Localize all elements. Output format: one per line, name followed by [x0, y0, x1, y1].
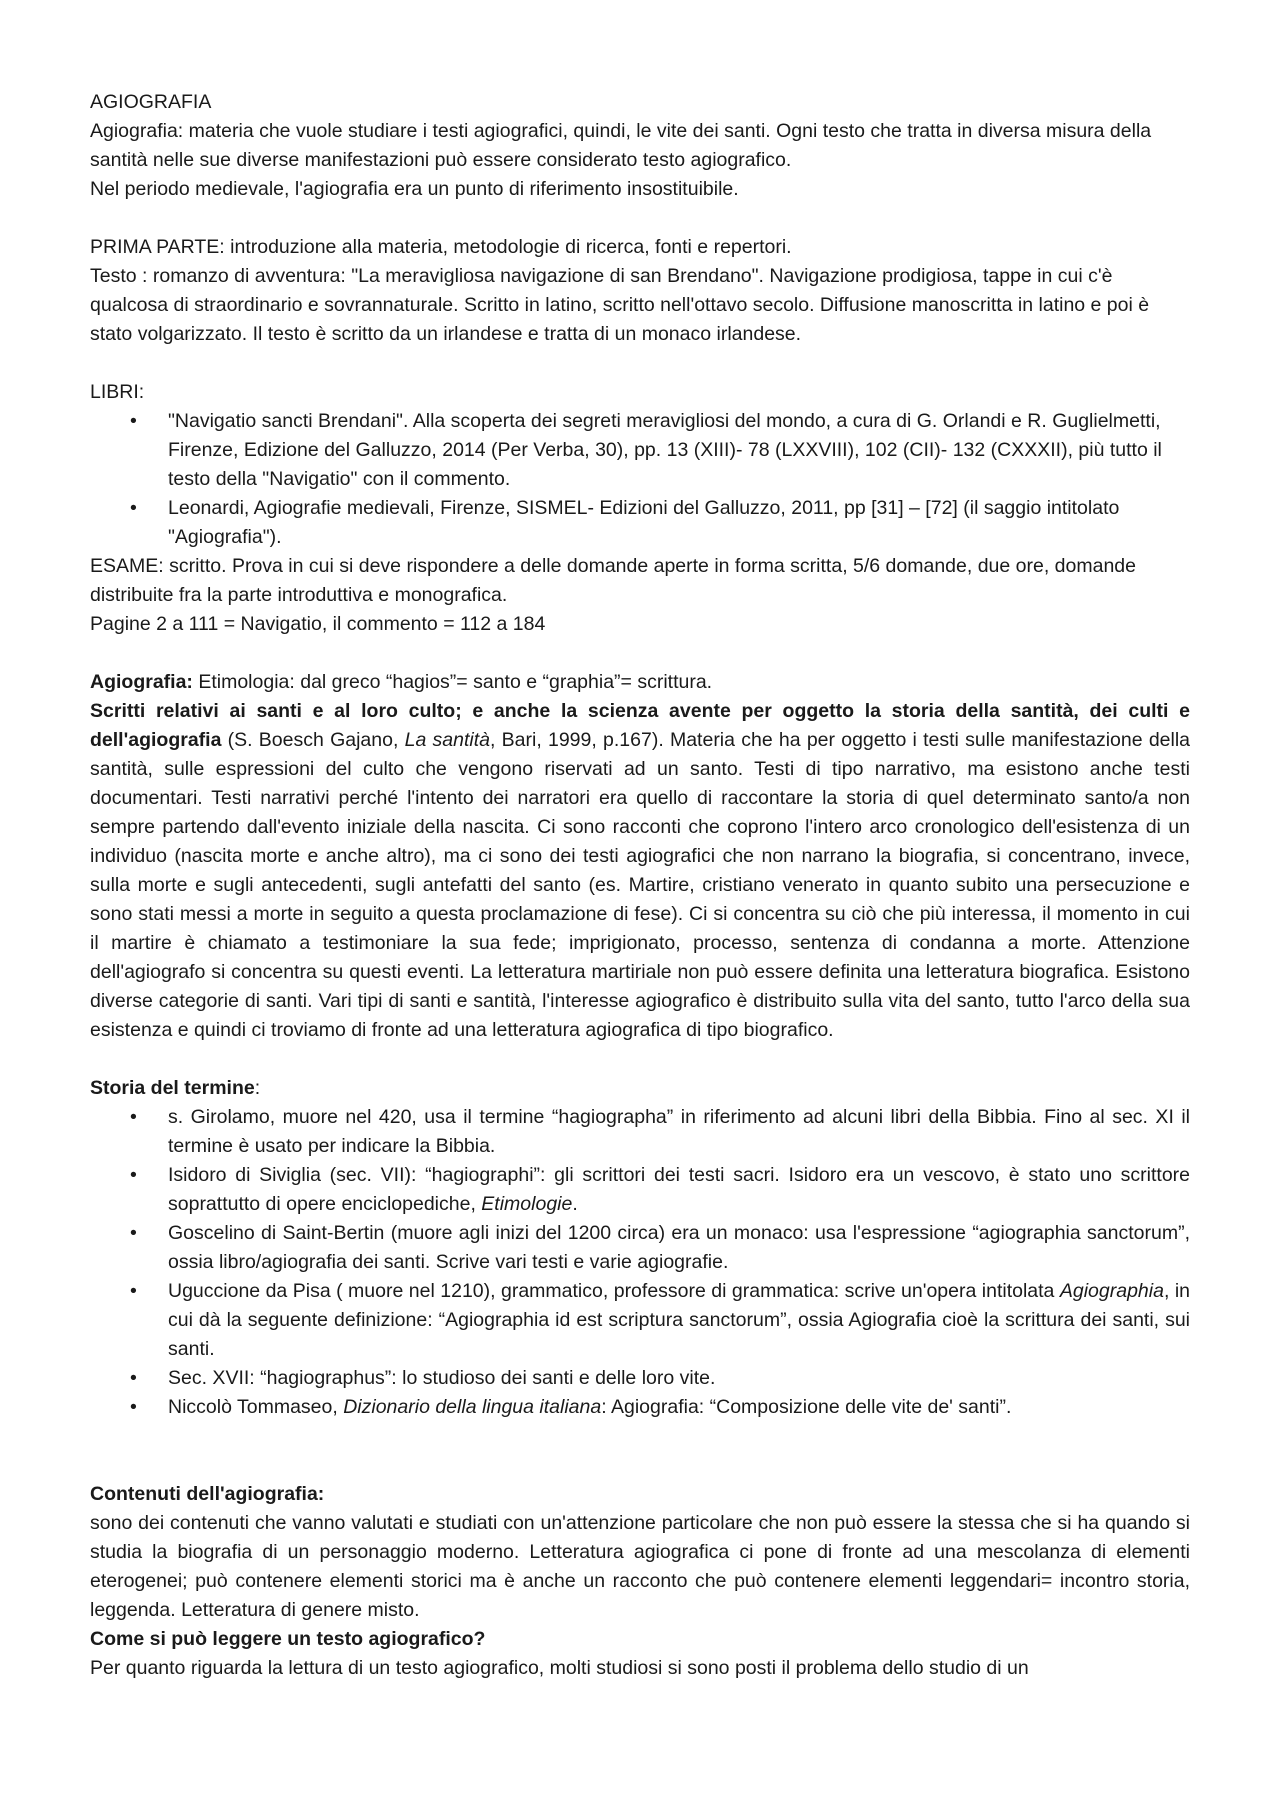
storia-item [90, 1364, 1190, 1393]
etimologia-line [90, 668, 1190, 697]
spacer [90, 349, 1190, 378]
spacer [90, 1045, 1190, 1074]
storia-item-italic: Etimologie [481, 1193, 573, 1215]
esame-paragraph: ESAME: scritto. Prova in cui si deve rispondere a delle domande aperte in forma scritta, 5/6 domande, due ore, domande distribuite fra la parte introduttiva e monografica. [90, 555, 1136, 606]
storia-list [90, 1103, 1190, 1422]
bullet-icon: • [130, 1164, 137, 1186]
intro-paragraph-2: Nel periodo medievale, l'agiografia era un punto di riferimento insostituibile. [90, 178, 739, 200]
storia-item-text: Niccolò Tommaseo, [168, 1396, 344, 1418]
contenuti-paragraph: sono dei contenuti che vanno valutati e studiati con un'attenzione particolare che non può essere la stessa che si ha quando si studia la biografia di un personaggio moderno. Letteratura agiografica ci pone di fronte ad una mescolanza di elementi eterogenei; può contenere elementi storici ma è anche un racconto che può contenere elementi leggendari= incontro storia, leggenda. Letteratura di genere misto. [90, 1512, 1190, 1621]
prima-parte-line: PRIMA PARTE: introduzione alla materia, metodologie di ricerca, fonti e repertori. [90, 236, 792, 258]
storia-item [90, 1277, 1190, 1364]
bullet-icon: • [130, 1396, 137, 1418]
storia-item-text: Sec. XVII: “hagiographus”: lo studioso dei santi e delle loro vite. [168, 1367, 716, 1389]
bullet-icon: • [130, 1367, 137, 1389]
storia-item [90, 1103, 1190, 1161]
testo-paragraph: Testo : romanzo di avventura: "La meravigliosa navigazione di san Brendano". Navigazione prodigiosa, tappe in cui c'è qualcosa di straordinario e sovrannaturale. Scritto in latino, scritto nell'ottavo secolo. Diffusione manoscritta in latino e poi è stato volgarizzato. Il testo è scritto da un irlandese e tratta di un monaco irlandese. [90, 265, 1150, 345]
storia-item [90, 1161, 1190, 1219]
storia-item-text: Isidoro di Siviglia (sec. VII): “hagiographi”: gli scrittori dei testi sacri. Isidoro era un vescovo, è stato uno scrittore soprattutto di opere enciclopediche, [168, 1164, 1190, 1215]
storia-item-after: : Agiografia: “Composizione delle vite de' santi”. [601, 1396, 1012, 1418]
storia-item [90, 1219, 1190, 1277]
storia-item-text: Goscelino di Saint-Bertin (muore agli inizi del 1200 circa) era un monaco: usa l'espressione “agiographia sanctorum”, ossia libro/agiografia dei santi. Scrive vari testi e varie agiografie. [168, 1222, 1190, 1273]
definizione-body: , Bari, 1999, p.167). Materia che ha per oggetto i testi sulle manifestazione della santità, sulle espressioni del culto che vengono riservati ad un santo. Testi di tipo narrativo, ma esistono anche testi documentari. Testi narrativi perché l'intento dei narratori era quello di raccontare la storia di quel determinato santo/a non sempre partendo dall'evento iniziale della nascita. Ci sono racconti che coprono l'intero arco cronologico dell'esistenza di un individuo (nascita morte e anche altro), ma ci sono dei testi agiografici che non narrano la biografia, si concentrano, invece, sulla morte e sugli antecedenti, sugli antefatti del santo (es. Martire, cristiano venerato in quanto subito una persecuzione e sono stati messi a morte in seguito a questa proclamazione di fese). Ci si concentra su ciò che più interessa, il momento in cui il martire è chiamato a testimoniare la sua fede; imprigionato, processo, sentenza di condanna a morte. Attenzione dell'agiografo si concentra su questi eventi. La letteratura martiriale non può essere definita una letteratura biografica. Esistono diverse categorie di santi. Vari tipi di santi e santità, l'interesse agiografico è distribuito sulla vita del santo, tutto l'arco della sua esistenza e quindi ci troviamo di fronte ad una letteratura agiografica di tipo biografico. [90, 729, 1191, 1041]
storia-heading [90, 1074, 1190, 1103]
lettura-label: Come si può leggere un testo agiografico? [90, 1628, 486, 1650]
libri-item [90, 407, 1190, 494]
storia-item-after: . [572, 1193, 578, 1215]
spacer [90, 204, 1190, 233]
storia-item-after: , in cui dà la seguente definizione: “Agiographia id est scriptura sanctorum”, ossia Agiografia cioè la scrittura dei santi, sui santi. [168, 1280, 1190, 1360]
storia-item-text: s. Girolamo, muore nel 420, usa il termine “hagiographa” in riferimento ad alcuni libri della Bibbia. Fino al sec. XI il termine è usato per indicare la Bibbia. [168, 1106, 1190, 1157]
definizione-ref-title: La santità [404, 729, 491, 751]
storia-item [90, 1393, 1190, 1422]
storia-colon: : [254, 1077, 261, 1099]
bullet-icon: • [130, 1106, 137, 1128]
libri-item-text: "Navigatio sancti Brendani". Alla scoperta dei segreti meravigliosi del mondo, a cura di G. Orlandi e R. Guglielmetti, Firenze, Edizione del Galluzzo, 2014 (Per Verba, 30), pp. 13 (XIII)- 78 (LXXVIII), 102 (CII)- 132 (CXXXII), più tutto il testo della "Navigatio" con il commento. [168, 410, 1162, 490]
definizione-paragraph [90, 697, 1190, 1045]
storia-item-italic: Agiographia [1059, 1280, 1164, 1302]
libri-item [90, 494, 1190, 552]
bullet-icon: • [130, 1222, 137, 1244]
contenuti-heading [90, 1480, 1190, 1509]
etimologia-label: Agiografia: [90, 671, 193, 693]
definizione-ref-before: (S. Boesch Gajano, [221, 729, 405, 751]
etimologia-text: Etimologia: dal greco “hagios”= santo e “graphia”= scrittura. [192, 671, 713, 693]
spacer [90, 639, 1190, 668]
bullet-icon: • [130, 410, 137, 432]
lettura-paragraph: Per quanto riguarda la lettura di un testo agiografico, molti studiosi si sono posti il problema dello studio di un [90, 1657, 1029, 1679]
storia-label: Storia del termine [90, 1077, 255, 1099]
contenuti-label: Contenuti dell'agiografia: [90, 1483, 325, 1505]
document-heading: AGIOGRAFIA [90, 91, 212, 113]
libri-list [90, 407, 1190, 552]
spacer [90, 1422, 1190, 1451]
libri-label: LIBRI: [90, 381, 145, 403]
spacer [90, 1451, 1190, 1480]
storia-item-italic: Dizionario della lingua italiana [343, 1396, 602, 1418]
intro-paragraph-1: Agiografia: materia che vuole studiare i testi agiografici, quindi, le vite dei santi. Ogni testo che tratta in diversa misura della santità nelle sue diverse manifestazioni può essere considerato testo agiografico. [90, 120, 1152, 171]
libri-item-text: Leonardi, Agiografie medievali, Firenze, SISMEL- Edizioni del Galluzzo, 2011, pp [31] – [72] (il saggio intitolato "Agiografia"). [168, 497, 1120, 548]
storia-item-text: Uguccione da Pisa ( muore nel 1210), grammatico, professore di grammatica: scrive un'opera intitolata [168, 1280, 1060, 1302]
pagine-line: Pagine 2 a 111 = Navigatio, il commento = 112 a 184 [90, 613, 546, 635]
lettura-heading [90, 1625, 1190, 1654]
definizione-bold: Scritti relativi ai santi e al loro culto; e anche la scienza avente per oggetto la storia della santità, dei culti e dell'agiografia [90, 700, 1190, 751]
bullet-icon: • [130, 1280, 137, 1302]
bullet-icon: • [130, 497, 137, 519]
